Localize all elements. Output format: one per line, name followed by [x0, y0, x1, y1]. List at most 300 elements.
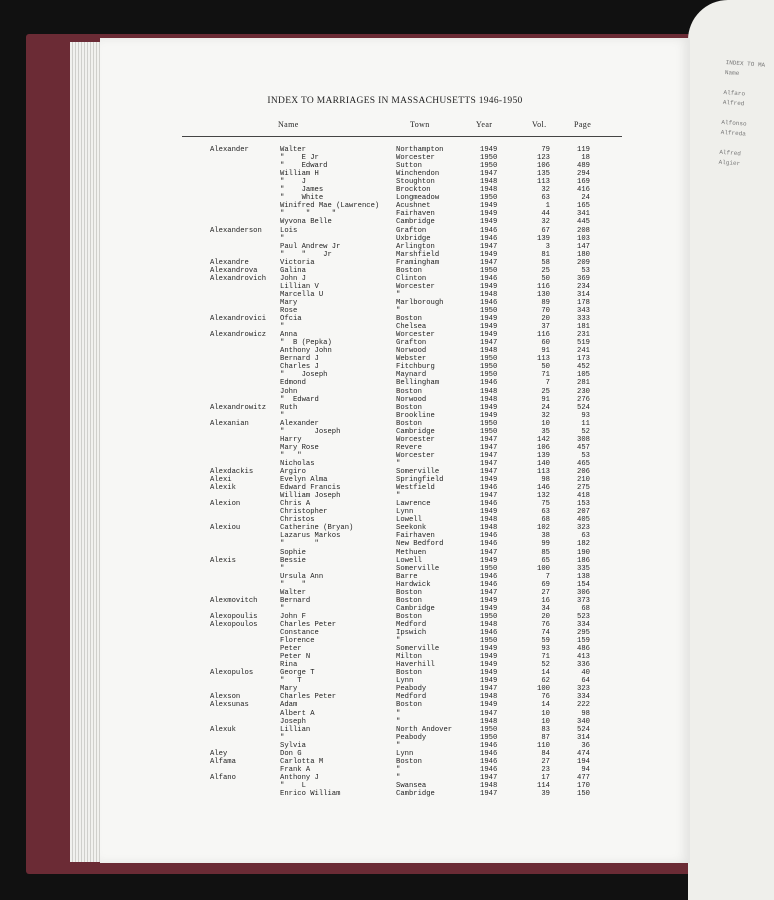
- cell-surname: Alexis: [210, 556, 236, 565]
- cell-year: 1950: [480, 725, 498, 734]
- cell-town: Methuen: [396, 548, 427, 557]
- cell-page: 105: [577, 371, 590, 380]
- cell-page: 241: [577, 347, 590, 356]
- cell-town: ": [396, 741, 401, 750]
- cell-surname: Alexandrowicz: [210, 331, 267, 340]
- cell-page: 36: [581, 741, 590, 750]
- cell-year: 1950: [480, 612, 498, 621]
- facing-page-line: Algier: [718, 158, 741, 168]
- cell-page: 165: [577, 202, 590, 211]
- cell-vol: 91: [541, 395, 550, 404]
- cell-page: 295: [577, 629, 590, 637]
- cell-vol: 81: [541, 250, 550, 259]
- cell-year: 1950: [480, 154, 498, 163]
- cell-vol: 75: [541, 500, 550, 509]
- cell-town: Cambridge: [396, 790, 435, 798]
- cell-town: Arlington: [396, 242, 435, 251]
- cell-vol: 60: [541, 339, 550, 348]
- cell-year: 1946: [480, 234, 498, 243]
- cell-year: 1947: [480, 492, 498, 501]
- cell-town: ": [396, 773, 401, 782]
- cell-vol: 100: [537, 685, 550, 694]
- cell-town: Acushnet: [396, 202, 431, 211]
- index-page: [100, 38, 690, 863]
- cell-given: ": [280, 604, 285, 613]
- cell-vol: 67: [541, 226, 550, 235]
- cell-town: Hardwick: [396, 580, 431, 589]
- cell-year: 1946: [480, 532, 498, 541]
- cell-vol: 102: [537, 524, 550, 533]
- cell-town: Cambridge: [396, 427, 435, 436]
- cell-year: 1949: [480, 331, 498, 340]
- header-town: Town: [410, 120, 430, 129]
- cell-vol: 85: [541, 548, 550, 557]
- cell-page: 333: [577, 315, 590, 324]
- cell-town: ": [396, 290, 401, 299]
- cell-vol: 83: [541, 725, 550, 734]
- cell-year: 1946: [480, 274, 498, 283]
- cell-year: 1948: [480, 620, 498, 629]
- cell-year: 1950: [480, 363, 498, 372]
- cell-year: 1950: [480, 355, 498, 364]
- cell-given: Ruth: [280, 403, 298, 412]
- cell-town: Somerville: [396, 564, 440, 573]
- cell-town: Lowell: [396, 556, 422, 565]
- cell-year: 1949: [480, 653, 498, 662]
- cell-year: 1949: [480, 661, 498, 670]
- cell-year: 1950: [480, 564, 498, 573]
- cell-surname: Alexander: [210, 146, 249, 154]
- cell-year: 1949: [480, 315, 498, 324]
- cell-given: Walter: [280, 588, 306, 597]
- cell-page: 314: [577, 733, 590, 742]
- cell-page: 194: [577, 757, 590, 766]
- cell-year: 1947: [480, 548, 498, 557]
- cell-given: " E Jr: [280, 154, 319, 163]
- cell-page: 180: [577, 250, 590, 259]
- cell-year: 1946: [480, 484, 498, 493]
- cell-page: 208: [577, 226, 590, 235]
- cell-year: 1949: [480, 677, 498, 686]
- cell-year: 1946: [480, 500, 498, 509]
- cell-year: 1950: [480, 162, 498, 171]
- cell-vol: 38: [541, 532, 550, 541]
- cell-given: " Joseph: [280, 427, 341, 436]
- cell-given: " J: [280, 178, 306, 187]
- cell-page: 150: [577, 790, 590, 798]
- cell-given: Argiro: [280, 468, 306, 476]
- cell-year: 1949: [480, 701, 498, 710]
- cell-given: Chris A: [280, 500, 311, 509]
- cell-town: Uxbridge: [396, 234, 431, 243]
- cell-town: ": [396, 709, 401, 718]
- cell-page: 52: [581, 427, 590, 436]
- cell-page: 340: [577, 717, 590, 726]
- cell-vol: 10: [541, 709, 550, 718]
- cell-vol: 25: [541, 266, 550, 275]
- cell-vol: 69: [541, 580, 550, 589]
- cell-vol: 39: [541, 790, 550, 798]
- cell-given: " T: [280, 677, 302, 686]
- cell-town: Boston: [396, 596, 422, 605]
- cell-page: 373: [577, 596, 590, 605]
- cell-vol: 87: [541, 733, 550, 742]
- cell-vol: 123: [537, 154, 550, 163]
- cell-page: 275: [577, 484, 590, 493]
- cell-given: Charles J: [280, 363, 319, 372]
- cell-vol: 50: [541, 274, 550, 283]
- cell-given: Florence: [280, 637, 315, 646]
- cell-given: Ofcia: [280, 315, 302, 324]
- cell-page: 413: [577, 653, 590, 662]
- cell-surname: Alexopoulos: [210, 620, 258, 629]
- cell-year: 1948: [480, 693, 498, 702]
- cell-town: Longmeadow: [396, 194, 440, 203]
- cell-year: 1946: [480, 379, 498, 388]
- cell-page: 281: [577, 379, 590, 388]
- cell-vol: 114: [537, 781, 550, 790]
- cell-town: Milton: [396, 653, 422, 662]
- cell-year: 1949: [480, 476, 498, 485]
- cell-town: Boston: [396, 612, 422, 621]
- cell-town: ": [396, 717, 401, 726]
- facing-page: [688, 0, 774, 900]
- cell-given: Lillian: [280, 725, 311, 734]
- cell-year: 1947: [480, 709, 498, 718]
- cell-page: 190: [577, 548, 590, 557]
- cell-page: 98: [581, 709, 590, 718]
- cell-year: 1950: [480, 637, 498, 646]
- cell-vol: 10: [541, 419, 550, 428]
- cell-year: 1950: [480, 194, 498, 203]
- cell-vol: 98: [541, 476, 550, 485]
- cell-vol: 14: [541, 701, 550, 710]
- cell-given: " ": [280, 580, 306, 589]
- cell-page: 323: [577, 685, 590, 694]
- cell-page: 341: [577, 210, 590, 219]
- cell-page: 276: [577, 395, 590, 404]
- cell-year: 1946: [480, 298, 498, 307]
- cell-year: 1949: [480, 645, 498, 654]
- cell-given: Albert A: [280, 709, 315, 718]
- cell-town: Grafton: [396, 226, 427, 235]
- cell-vol: 1: [545, 202, 550, 211]
- cell-surname: Alexopoulis: [210, 612, 258, 621]
- header-year: Year: [476, 120, 493, 129]
- cell-town: Haverhill: [396, 661, 435, 670]
- cell-town: Boston: [396, 419, 422, 428]
- cell-town: Sutton: [396, 162, 422, 171]
- cell-year: 1949: [480, 210, 498, 219]
- cell-vol: 76: [541, 620, 550, 629]
- facing-page-line: Alfreda: [720, 128, 747, 138]
- cell-given: Don G: [280, 749, 302, 758]
- cell-page: 445: [577, 218, 590, 227]
- cell-surname: Alexson: [210, 693, 241, 702]
- cell-town: Boston: [396, 701, 422, 710]
- cell-page: 170: [577, 781, 590, 790]
- cell-surname: Alfano: [210, 773, 236, 782]
- cell-town: ": [396, 765, 401, 774]
- cell-year: 1947: [480, 443, 498, 452]
- cell-page: 181: [577, 323, 590, 332]
- cell-year: 1949: [480, 146, 498, 154]
- cell-town: Peabody: [396, 685, 427, 694]
- cell-vol: 71: [541, 371, 550, 380]
- header-page: Page: [574, 120, 592, 129]
- cell-surname: Alexanian: [210, 419, 249, 428]
- cell-given: Enrico William: [280, 790, 341, 798]
- cell-surname: Alexmovitch: [210, 596, 258, 605]
- cell-year: 1948: [480, 524, 498, 533]
- cell-vol: 52: [541, 661, 550, 670]
- cell-town: North Andover: [396, 725, 453, 734]
- cell-year: 1947: [480, 435, 498, 444]
- cell-given: Lois: [280, 226, 298, 235]
- cell-town: New Bedford: [396, 540, 444, 549]
- cell-vol: 110: [537, 741, 550, 750]
- cell-vol: 135: [537, 170, 550, 179]
- cell-given: Paul Andrew Jr: [280, 242, 341, 251]
- cell-given: Lazarus Markos: [280, 532, 341, 541]
- cell-given: " " Jr: [280, 250, 332, 259]
- cell-page: 524: [577, 403, 590, 412]
- cell-town: Grafton: [396, 339, 427, 348]
- cell-town: Fairhaven: [396, 532, 435, 541]
- cell-vol: 59: [541, 637, 550, 646]
- cell-year: 1946: [480, 540, 498, 549]
- cell-surname: Alexanderson: [210, 226, 262, 235]
- cell-page: 452: [577, 363, 590, 372]
- cell-town: Clinton: [396, 274, 427, 283]
- cell-vol: 140: [537, 459, 550, 468]
- cell-page: 486: [577, 645, 590, 654]
- cell-given: Mary Rose: [280, 443, 319, 452]
- cell-page: 465: [577, 459, 590, 468]
- cell-town: Brockton: [396, 186, 431, 195]
- cell-surname: Alexik: [210, 484, 236, 493]
- cell-vol: 84: [541, 749, 550, 758]
- cell-year: 1947: [480, 773, 498, 782]
- cell-vol: 113: [537, 468, 550, 476]
- cell-town: Stoughton: [396, 178, 435, 187]
- cell-given: " ": [280, 451, 302, 460]
- cell-page: 154: [577, 580, 590, 589]
- cell-given: Harry: [280, 435, 302, 444]
- cell-page: 523: [577, 612, 590, 621]
- cell-town: Worcester: [396, 451, 435, 460]
- cell-year: 1948: [480, 290, 498, 299]
- cell-given: Anthony John: [280, 347, 332, 356]
- cell-page: 314: [577, 290, 590, 299]
- cell-town: Worcester: [396, 154, 435, 163]
- cell-page: 405: [577, 516, 590, 525]
- cell-page: 457: [577, 443, 590, 452]
- cell-given: William H: [280, 170, 319, 179]
- cell-town: Marshfield: [396, 250, 440, 259]
- cell-given: Sophie: [280, 548, 306, 557]
- cell-vol: 23: [541, 765, 550, 774]
- cell-year: 1948: [480, 178, 498, 187]
- cell-given: Charles Peter: [280, 620, 337, 629]
- cell-year: 1946: [480, 580, 498, 589]
- cell-year: 1946: [480, 757, 498, 766]
- cell-vol: 32: [541, 218, 550, 227]
- cell-town: Westfield: [396, 484, 435, 493]
- cell-year: 1946: [480, 749, 498, 758]
- cell-given: John: [280, 387, 298, 396]
- cell-page: 231: [577, 331, 590, 340]
- cell-vol: 139: [537, 234, 550, 243]
- cell-year: 1948: [480, 781, 498, 790]
- cell-town: Chelsea: [396, 323, 427, 332]
- cell-town: Framingham: [396, 258, 440, 267]
- cell-given: Lillian V: [280, 282, 319, 291]
- cell-given: " Joseph: [280, 371, 328, 380]
- cell-year: 1947: [480, 588, 498, 597]
- cell-vol: 116: [537, 331, 550, 340]
- cell-year: 1949: [480, 323, 498, 332]
- cell-vol: 50: [541, 363, 550, 372]
- cell-surname: Aley: [210, 749, 228, 758]
- cell-vol: 91: [541, 347, 550, 356]
- cell-surname: Alexsunas: [210, 701, 249, 710]
- cell-given: Winifred Mae (Lawrence): [280, 202, 380, 211]
- cell-town: Revere: [396, 443, 422, 452]
- cell-page: 209: [577, 258, 590, 267]
- cell-surname: Alfama: [210, 757, 236, 766]
- cell-town: ": [396, 459, 401, 468]
- cell-year: 1947: [480, 790, 498, 798]
- cell-given: Carlotta M: [280, 757, 324, 766]
- cell-year: 1950: [480, 266, 498, 275]
- cell-vol: 63: [541, 194, 550, 203]
- cell-given: George T: [280, 669, 315, 678]
- cell-year: 1947: [480, 468, 498, 476]
- cell-vol: 20: [541, 315, 550, 324]
- cell-town: Boston: [396, 403, 422, 412]
- cell-vol: 25: [541, 387, 550, 396]
- cell-vol: 14: [541, 669, 550, 678]
- cell-town: Medford: [396, 620, 427, 629]
- cell-given: ": [280, 234, 285, 243]
- facing-page-line: INDEX TO MA: [725, 59, 766, 69]
- cell-vol: 146: [537, 484, 550, 493]
- cell-page: 474: [577, 749, 590, 758]
- cell-page: 323: [577, 524, 590, 533]
- cell-year: 1948: [480, 186, 498, 195]
- cell-page: 186: [577, 556, 590, 565]
- cell-page: 294: [577, 170, 590, 179]
- cell-given: Bernard: [280, 596, 311, 605]
- cell-vol: 62: [541, 677, 550, 686]
- cell-given: Evelyn Alma: [280, 476, 328, 485]
- cell-year: 1949: [480, 556, 498, 565]
- cell-given: Edmond: [280, 379, 306, 388]
- cell-town: Boston: [396, 588, 422, 597]
- cell-year: 1946: [480, 765, 498, 774]
- cell-vol: 63: [541, 508, 550, 517]
- cell-page: 68: [581, 604, 590, 613]
- cell-page: 524: [577, 725, 590, 734]
- facing-page-text: [718, 58, 774, 172]
- cell-town: Ipswich: [396, 629, 427, 637]
- facing-page-line: Name: [724, 69, 740, 78]
- cell-page: 222: [577, 701, 590, 710]
- cell-vol: 37: [541, 323, 550, 332]
- cell-page: 147: [577, 242, 590, 251]
- cell-given: Catherine (Bryan): [280, 524, 354, 533]
- cell-vol: 44: [541, 210, 550, 219]
- cell-surname: Alexiou: [210, 524, 241, 533]
- cell-vol: 58: [541, 258, 550, 267]
- cell-year: 1947: [480, 258, 498, 267]
- cell-vol: 68: [541, 516, 550, 525]
- cell-surname: Alexandre: [210, 258, 249, 267]
- cell-vol: 16: [541, 596, 550, 605]
- cell-year: 1946: [480, 629, 498, 637]
- cell-vol: 74: [541, 629, 550, 637]
- cell-given: " Edward: [280, 162, 328, 171]
- cell-town: Boston: [396, 266, 422, 275]
- cell-year: 1947: [480, 685, 498, 694]
- cell-year: 1950: [480, 733, 498, 742]
- cell-surname: Alexi: [210, 476, 232, 485]
- cell-year: 1950: [480, 371, 498, 380]
- cell-page: 230: [577, 387, 590, 396]
- facing-page-line: Alfred: [722, 98, 745, 108]
- cell-town: ": [396, 637, 401, 646]
- cell-page: 489: [577, 162, 590, 171]
- cell-given: Victoria: [280, 258, 315, 267]
- cell-surname: Alexandrowitz: [210, 403, 267, 412]
- cell-given: Marcella U: [280, 290, 324, 299]
- cell-given: Frank A: [280, 765, 311, 774]
- cell-surname: Alexandrovich: [210, 274, 267, 283]
- cell-given: John F: [280, 612, 306, 621]
- cell-vol: 32: [541, 186, 550, 195]
- cell-town: Seekonk: [396, 524, 427, 533]
- cell-vol: 106: [537, 443, 550, 452]
- cell-year: 1949: [480, 596, 498, 605]
- cell-given: Wyvona Belle: [280, 218, 332, 227]
- cell-given: Adam: [280, 701, 298, 710]
- cell-vol: 139: [537, 451, 550, 460]
- cell-given: Bernard J: [280, 355, 319, 364]
- cell-vol: 76: [541, 693, 550, 702]
- cell-vol: 113: [537, 355, 550, 364]
- cell-town: Marlborough: [396, 298, 444, 307]
- cell-town: Brookline: [396, 411, 435, 420]
- cell-year: 1949: [480, 218, 498, 227]
- cell-town: Winchendon: [396, 170, 440, 179]
- cell-vol: 142: [537, 435, 550, 444]
- cell-vol: 93: [541, 645, 550, 654]
- cell-surname: Alexopulos: [210, 669, 254, 678]
- cell-page: 336: [577, 661, 590, 670]
- cell-town: Bellingham: [396, 379, 440, 388]
- cell-page: 173: [577, 355, 590, 364]
- cell-given: " ": [280, 540, 319, 549]
- cell-given: Rose: [280, 307, 298, 315]
- cell-page: 477: [577, 773, 590, 782]
- cell-year: 1949: [480, 669, 498, 678]
- cell-given: Joseph: [280, 717, 306, 726]
- cell-page: 178: [577, 298, 590, 307]
- cell-year: 1948: [480, 516, 498, 525]
- cell-town: Worcester: [396, 282, 435, 291]
- cell-vol: 17: [541, 773, 550, 782]
